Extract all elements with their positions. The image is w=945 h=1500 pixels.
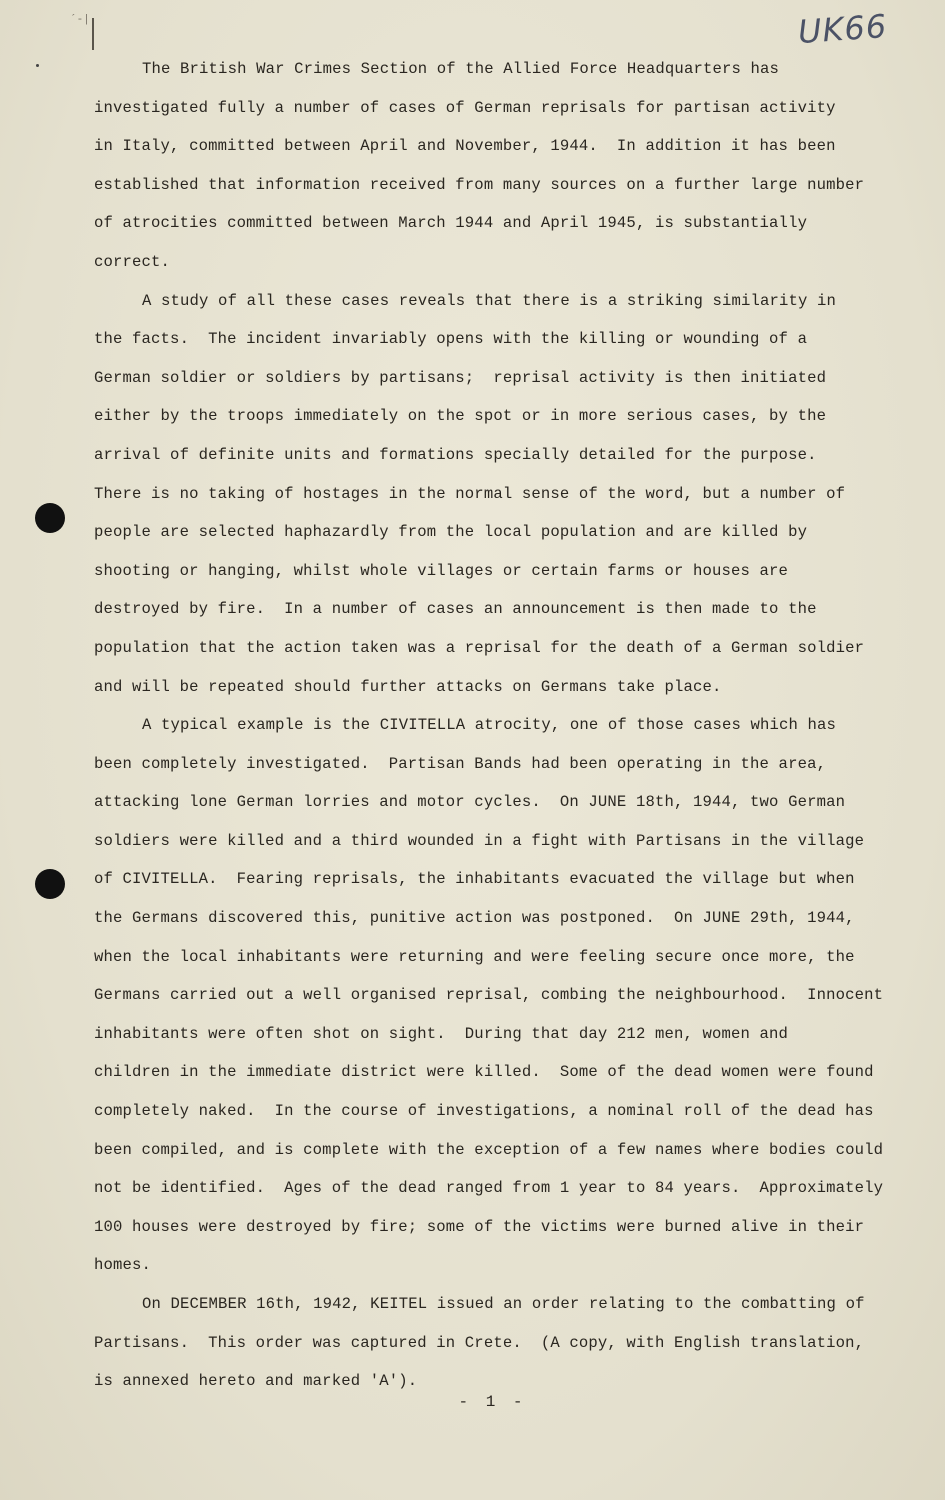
text-line: the Germans discovered this, punitive action was postponed. On JUNE 29th, 1944, [94, 909, 855, 928]
page-number: - 1 - [458, 1393, 527, 1411]
text-line: correct. [94, 252, 171, 271]
text-line: The British War Crimes Section of the Allied Force Headquarters has [142, 60, 780, 78]
margin-dot [36, 64, 39, 67]
text-line: German soldier or soldiers by partisans; reprisal activity is then initiated [94, 368, 827, 387]
text-line: established that information received from many sources on a further large number [94, 175, 865, 194]
text-line: Germans carried out a well organised reprisal, combing the neighbourhood. Innocent [94, 986, 884, 1005]
handwritten-reference: UK66 [796, 6, 889, 52]
paragraph-4 [94, 1285, 924, 1401]
text-line: been completely investigated. Partisan Bands had been operating in the area, [94, 754, 827, 773]
text-line: of atrocities committed between March 1944 and April 1945, is substantially [94, 214, 808, 233]
text-line: attacking lone German lorries and motor cycles. On JUNE 18th, 1944, two German [94, 793, 846, 812]
text-line: arrival of definite units and formations specially detailed for the purpose. [94, 445, 817, 464]
text-line: and will be repeated should further attacks on Germans take place. [94, 677, 722, 696]
text-line: when the local inhabitants were returning and were feeling secure once more, the [94, 947, 855, 966]
paragraph-1 [94, 50, 924, 282]
text-line: inhabitants were often shot on sight. During that day 212 men, women and [94, 1024, 789, 1043]
text-line: of CIVITELLA. Fearing reprisals, the inhabitants evacuated the village but when [94, 870, 855, 889]
text-line: Partisans. This order was captured in Crete. (A copy, with English translation, [94, 1333, 865, 1352]
paragraph-3 [94, 706, 924, 1285]
text-line: homes. [94, 1256, 152, 1275]
punch-hole-bottom [35, 869, 65, 899]
text-line: A typical example is the CIVITELLA atrocity, one of those cases which has [142, 716, 837, 735]
text-line: 100 houses were destroyed by fire; some of the victims were burned alive in their [94, 1217, 865, 1236]
text-line: destroyed by fire. In a number of cases an announcement is then made to the [94, 600, 817, 619]
text-line: There is no taking of hostages in the normal sense of the word, but a number of [94, 484, 846, 503]
text-line: people are selected haphazardly from the local population and are killed by [94, 523, 808, 542]
text-line: soldiers were killed and a third wounded in a fight with Partisans in the village [94, 831, 865, 850]
text-line: investigated fully a number of cases of German reprisals for partisan activity [94, 98, 836, 117]
corner-tick-mark [92, 18, 94, 50]
text-line: shooting or hanging, whilst whole villages or certain farms or houses are [94, 561, 789, 580]
corner-note: ´-| [70, 14, 90, 26]
text-line: On DECEMBER 16th, 1942, KEITEL issued an order relating to the combatting of [142, 1295, 865, 1313]
text-line: in Italy, committed between April and November, 1944. In addition it has been [94, 137, 836, 156]
text-line: either by the troops immediately on the spot or in more serious cases, by the [94, 407, 827, 426]
text-line: is annexed hereto and marked 'A'). [94, 1372, 418, 1391]
text-line: completely naked. In the course of investigations, a nominal roll of the dead has [94, 1102, 874, 1121]
paragraph-2 [94, 282, 924, 707]
text-line: population that the action taken was a reprisal for the death of a German soldier [94, 638, 865, 657]
text-line: children in the immediate district were killed. Some of the dead women were found [94, 1063, 874, 1082]
punch-hole-top [35, 503, 65, 533]
document-body [94, 50, 924, 1401]
text-line: A study of all these cases reveals that there is a striking similarity in [142, 291, 837, 310]
text-line: the facts. The incident invariably opens with the killing or wounding of a [94, 330, 808, 349]
text-line: not be identified. Ages of the dead ranged from 1 year to 84 years. Approximately [94, 1179, 884, 1198]
text-line: been compiled, and is complete with the exception of a few names where bodies could [94, 1140, 884, 1159]
corner-annotation [70, 14, 104, 54]
